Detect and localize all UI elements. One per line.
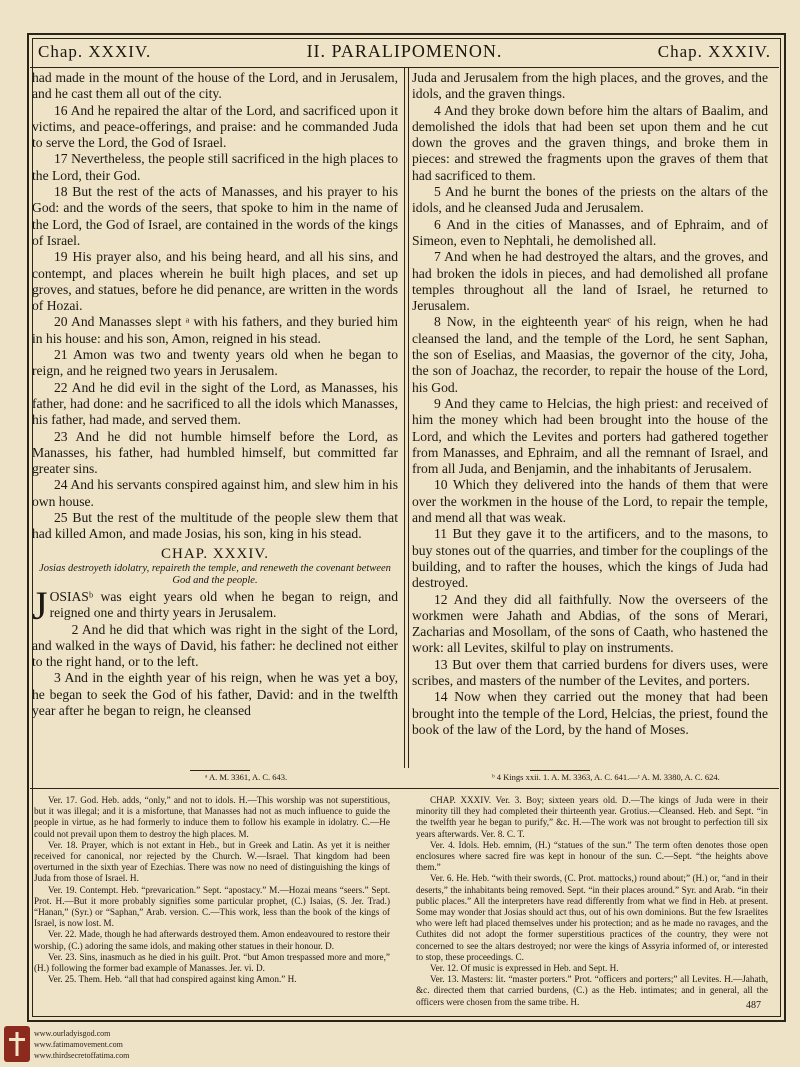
right-text-column <box>412 70 768 738</box>
verse-8: 8 Now, in the eighteenth yearᶜ of his reign, when he had cleansed the land, and the temple of the Lord, he sent Saphan, the son of Eselias, and Maasias, the governor of the city, Joha, the son of Joachaz, the recorder, to repair the house of the Lord, his God. <box>412 314 768 395</box>
footer-url-link[interactable]: www.ourladyisgod.com <box>34 1029 111 1038</box>
running-header <box>30 37 779 68</box>
note: Ver. 13. Masters: lit. “master porters.” Prot. “officers and porters;” all Levites. H.—Jahath, &c. directed them that carried burdens, (C.) as the Heb. intimates; and in general, all the officers were chosen from the same tribe. H. <box>416 974 768 1007</box>
verse-24: 24 And his servants conspired against him, and slew him in his own house. <box>32 477 398 509</box>
verse-18: 18 But the rest of the acts of Manasses, and his prayer to his God: and the words of the seers, that spoke to him in the name of the Lord, the God of Israel, are contained in the words of the kings of Israel. <box>32 184 398 248</box>
verse-12: 12 And they did all faithfully. Now the overseers of the workmen were Jahath and Abdias, of the sons of Merari, Zacharias and Mosollam, of the sons of Caath, who hastened the work: all Levites, skilful to play on instruments. <box>412 591 768 656</box>
chapter-summary: Josias destroyeth idolatry, repaireth the temple, and reneweth the covenant between God and the people. <box>39 562 391 586</box>
seal-icon <box>4 1026 30 1062</box>
note: Ver. 12. Of music is expressed in Heb. and Sept. H. <box>430 963 619 974</box>
verse-1 <box>32 582 398 628</box>
commentary-rule <box>30 788 779 789</box>
verse-19: 19 His prayer also, and his being heard, and all his sins, and contempt, and places wherein he built high places, and set up groves, and statues, before he did penance, are written in the words of Hozai. <box>32 249 398 314</box>
verse-1-text: OSIASᵇ was eight years old when he began to reign, and reigned one and thirty years in Jerusalem. <box>49 588 398 621</box>
verse-21: 21 Amon was two and twenty years old when he began to reign, and he reigned two years in Jerusalem. <box>32 347 398 379</box>
footer-url-link[interactable]: www.fatimamovement.com <box>34 1040 123 1049</box>
verse-10: 10 Which they delivered into the hands of them that were over the workmen in the house of the Lord, to repair the temple, and mend all that was weak. <box>412 477 768 526</box>
note: Ver. 6. He. Heb. “with their swords, (C. Prot. mattocks,) round about;” (H.) or, “and in their deserts,” the inhabitants being removed. Sept. “in their places around.” Syr. and Arab. “in their public places.” All the interpreters have read differently from what we find in Heb. at present. Some may wonder that Josias should act thus, out of his own dominions. But the few Israelites who were left had placed themselves under his protection; and as he made no ravages, and the Cuthites did not adopt the former superstitious practices of the country, they were not concerned to see the altars destroyed; nor were the kings of Assyria informed of, or interested to stop, these proceedings. C. <box>416 873 768 962</box>
chapter-heading: CHAP. XXXIV. <box>161 545 269 562</box>
verse-2: 2 And he did that which was right in the sight of the Lord, and walked in the ways of David, his father: he declined not either to the right hand, or to the left. <box>32 621 398 670</box>
verse-4: 4 And they broke down before him the altars of Baalim, and demolished the idols that had been set upon them and he cut down the groves and the graven things, and broke them in pieces: and strewed the fragments upon the graves of them that had sacrificed to them. <box>412 102 768 183</box>
verse-11: 11 But they gave it to the artificers, and to the masons, to buy stones out of the quarries, and timber for the couplings of the building, and to rafter the houses, which the kings of Juda had destroyed. <box>412 526 768 591</box>
note: Ver. 19. Contempt. Heb. “prevarication.” Sept. “apostacy.” M.—Hozai means “seers.” Sept. Prot. H.—But it more probably signifies some particular prophet, (C.) Isaias, (S. Jer. Trad.) “Hanan,” (Syr.) or “Saphan,” Arab. version. C.—This work, less than the book of the kings of Israel, is now lost. M. <box>34 884 390 929</box>
drop-cap: J <box>32 582 48 628</box>
verse-3: 3 And in the eighth year of his reign, when he was yet a boy, he began to seek the God of his father, David: and in the twelfth year after he began to reign, he cleansed <box>32 670 398 718</box>
note: Ver. 23. Sins, inasmuch as he died in his guilt. Prot. “but Amon trespassed more and more,” (H.) following the former bad example of Manasses. Jer. vi. D. <box>34 951 390 974</box>
note: Ver. 4. Idols. Heb. emnim, (H.) “statues of the sun.” The term often denotes those open enclosures where sacred fire was kept in honour of the sun. C.—Sept. “the heights above them.” <box>416 839 768 873</box>
note: CHAP. XXXIV. Ver. 3. Boy; sixteen years old. D.—The kings of Juda were in their minority till they had completed their thirteenth year. Grotius.—Cleansed. Heb. and Sept. “in the twelfth year he began to purify,” &c. H.—The work was not brought to perfection till six years afterwards. Ver. 8. C. T. <box>416 795 768 839</box>
footnote-rule-right <box>530 770 590 771</box>
footnote-left: ᵃ A. M. 3361, A. C. 643. <box>205 772 288 782</box>
note: Ver. 25. Them. Heb. “all that had conspired against king Amon.” H. <box>48 974 297 985</box>
footer-urls <box>34 1028 129 1061</box>
column-divider <box>404 68 409 768</box>
verse-3-continuation: Juda and Jerusalem from the high places, and the groves, and the idols, and the graven things. <box>412 70 768 102</box>
note: Ver. 18. Prayer, which is not extant in Heb., but in Greek and Latin. As yet it is neither received for canonical, nor rejected by the Church. W.—Israel. That kingdom had been overturned in the sixth year of Ezechias. There was now no need of distinguishing the kings of Juda from those of Israel. H. <box>34 839 390 884</box>
verse-17: 17 Nevertheless, the people still sacrificed in the high places to the Lord, their God. <box>32 151 398 183</box>
verse-continuation: had made in the mount of the house of the Lord, and in Jerusalem, and he cast them all out of the city. <box>32 70 398 102</box>
verse-13: 13 But over them that carried burdens for divers uses, were scribes, and masters of the number of the Levites, and porters. <box>412 656 768 688</box>
footnote-right: ᵇ 4 Kings xxii. 1. A. M. 3363, A. C. 641.—ᶜ A. M. 3380, A. C. 624. <box>492 772 720 782</box>
note: Ver. 22. Made, though he had afterwards destroyed them. Amon endeavoured to restore their worship, (C.) adoring the same idols, and making other statues in their honour. D. <box>34 929 390 951</box>
header-chapter-right: Chap. XXXIV. <box>657 42 771 61</box>
verse-6: 6 And in the cities of Manasses, and of Ephraim, and of Simeon, even to Nephtali, he demolished all. <box>412 216 768 248</box>
commentary-right <box>416 795 768 1008</box>
verse-16: 16 And he repaired the altar of the Lord, and sacrificed upon it victims, and peace-offerings, and praise: and he commanded Juda to serve the Lord, the God of Israel. <box>32 102 398 151</box>
commentary-left <box>34 795 390 985</box>
cross-icon <box>7 1031 27 1057</box>
verse-14: 14 Now when they carried out the money that had been brought into the temple of the Lord, Helcias, the priest, found the book of the law of the Lord, by the hand of Moses. <box>412 689 768 737</box>
page-number: 487 <box>746 1000 761 1011</box>
footer-url-link[interactable]: www.thirdsecretoffatima.com <box>34 1051 130 1060</box>
verse-20: 20 And Manasses slept ᵃ with his fathers, and they buried him in his house: and his son, Amon, reigned in his stead. <box>32 314 398 346</box>
verse-5: 5 And he burnt the bones of the priests on the altars of the idols, and he cleansed Juda and Jerusalem. <box>412 184 768 216</box>
header-book-title: II. PARALIPOMENON. <box>306 41 503 61</box>
verse-9: 9 And they came to Helcias, the high priest: and received of him the money which had been brought into the house of the Lord, and which the Levites and porters had gathered together from Manasses, and Ephraim, and all the remnant of Israel, and from all Juda, and Benjamin, and the inhabitants of Jerusalem. <box>412 395 768 477</box>
verse-23: 23 And he did not humble himself before the Lord, as Manasses, his father, had humbled himself, but committed far greater sins. <box>32 428 398 477</box>
footnote-rule-left <box>190 770 250 771</box>
header-chapter-left: Chap. XXXIV. <box>38 42 152 61</box>
left-text-column <box>32 70 398 719</box>
verse-25: 25 But the rest of the multitude of the people slew them that had killed Amon, and made Josias, his son, king in his stead. <box>32 510 398 542</box>
verse-7: 7 And when he had destroyed the altars, and the groves, and had broken the idols in pieces, and had demolished all profane temples throughout all the land of Israel, he returned to Jerusalem. <box>412 249 768 314</box>
verse-22: 22 And he did evil in the sight of the Lord, as Manasses, his father, had done: and he sacrificed to all the idols which Manasses, his father, had made, and served them. <box>32 379 398 428</box>
note: Ver. 17. God. Heb. adds, “only,” and not to idols. H.—This worship was not superstitious, but it was illegal; and it is a misfortune, that Manasses had not as much influence to guide the people in virtue, as he had formerly to induce them to follow his example in idolatry. C.—He could not prevail upon them to destroy the high places. M. <box>34 795 390 839</box>
